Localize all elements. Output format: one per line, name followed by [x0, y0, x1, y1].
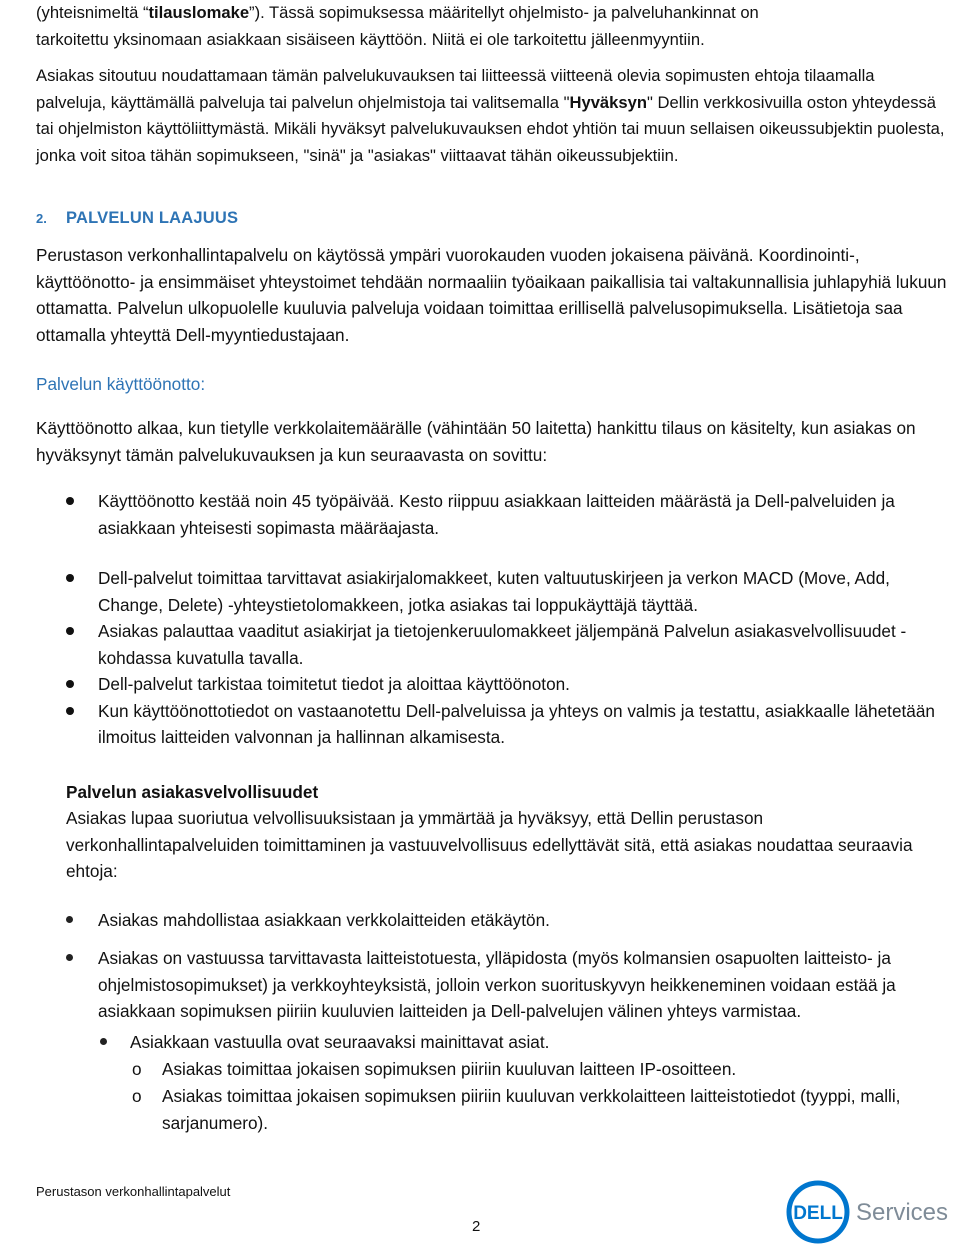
list-item: Kun käyttöönottotiedot on vastaanotettu Dell-palveluissa ja yhteys on valmis ja testattu, asiakkaalle lähetetään ilmoitus laitteiden valvonnan ja hallinnan alkamisesta.	[36, 698, 948, 751]
list-item: Käyttöönotto kestää noin 45 työpäivää. Kesto riippuu asiakkaan laitteiden määrästä ja Dell-palveluiden ja asiakkaan yhteisesti sopimasta määräajasta.	[36, 488, 948, 541]
circle-bullet-icon: o	[132, 1085, 142, 1106]
bullet-icon	[66, 497, 74, 505]
dell-services-logo	[784, 1178, 954, 1248]
section-2-heading: 2. PALVELUN LAAJUUS	[36, 209, 239, 227]
bullet-icon	[66, 627, 74, 635]
bullet-icon	[66, 680, 74, 688]
bullet-icon	[66, 916, 73, 923]
list-item: Dell-palvelut tarkistaa toimitetut tiedot ja aloittaa käyttöönoton.	[36, 671, 948, 698]
intro-paragraph-1: (yhteisnimeltä “tilauslomake”). Tässä sopimuksessa määritellyt ohjelmisto- ja palveluhankinnat on tarkoitettu yksinomaan asiakkaan sisäiseen käyttöön. Niitä ei ole tarkoitettu jälleenmyyntiin.	[36, 3, 759, 49]
obligations-list	[36, 907, 948, 1025]
obligations-sub-list	[36, 1029, 948, 1056]
bullet-icon	[66, 707, 74, 715]
logo-dell-text: DELL	[793, 1203, 843, 1224]
deployment-paragraph: Käyttöönotto alkaa, kun tietylle verkkolaitemäärälle (vähintään 50 laitetta) hankittu tilaus on käsitelty, kun asiakas on hyväksynyt tämän palvelukuvauksen ja kun seuraavasta on sovittu:	[36, 418, 916, 465]
list-item: Asiakkaan vastuulla ovat seuraavaksi mainittavat asiat.	[36, 1029, 948, 1056]
bullet-icon	[66, 954, 73, 961]
bullet-icon	[66, 574, 74, 582]
bullet-icon	[100, 1038, 107, 1045]
obligations-paragraph: Asiakas lupaa suoriutua velvollisuuksistaan ja ymmärtää ja hyväksyy, että Dellin perustason verkonhallintapalveluiden toimittaminen ja vastuuvelvollisuus edellyttävät sitä, että asiakas noudattaa seuraavia ehtoja:	[66, 808, 913, 881]
list-item: Asiakas on vastuussa tarvittavasta laitteistotuesta, ylläpidosta (myös kolmansien osapuolten laitteisto- ja ohjelmistosopimukset) ja verkkoyhteyksistä, jolloin verkon suorituskyvyn heikkeneminen voidaan estää ja asiakkaan sopimuksen piiriin kuuluvien laitteiden ja Dell-palvelujen välinen yhteys varmistaa.	[36, 945, 948, 1025]
document-page	[36, 0, 948, 1137]
term-tilauslomake: tilauslomake	[148, 3, 250, 22]
obligations-heading: Palvelun asiakasvelvollisuudet	[66, 781, 319, 802]
list-item: Asiakas palauttaa vaaditut asiakirjat ja tietojenkeruulomakkeet jäljempänä Palvelun asiakasvelvollisuudet -kohdassa kuvatulla tavalla.	[36, 618, 948, 671]
list-item: o Asiakas toimittaa jokaisen sopimuksen piiriin kuuluvan laitteen IP-osoitteen.	[36, 1056, 948, 1083]
footer-title: Perustason verkonhallintapalvelut	[36, 1184, 231, 1199]
deployment-heading: Palvelun käyttöönotto:	[36, 374, 206, 394]
list-item: Asiakas mahdollistaa asiakkaan verkkolaitteiden etäkäytön.	[36, 907, 948, 934]
page-number: 2	[472, 1218, 481, 1235]
logo-services-text: Services	[856, 1199, 949, 1226]
section-2-paragraph: Perustason verkonhallintapalvelu on käytössä ympäri vuorokauden vuoden jokaisena päivänä. Koordinointi-, käyttöönotto- ja ensimmäiset yhteystoimet tehdään normaaliin työaikaan paikallisia tai valtakunnallisia juhlapyhiä lukuun ottamatta. Palvelun ulkopuolelle kuuluvia palveluja voidaan toimittaa erillisellä palvelusopimuksella. Lisätietoja saa ottamalla yhteyttä Dell-myyntiedustajaan.	[36, 245, 947, 345]
intro-block	[36, 0, 948, 169]
list-item: Dell-palvelut toimittaa tarvittavat asiakirjalomakkeet, kuten valtuutuskirjeen ja verkon MACD (Move, Add, Change, Delete) -yhteystietolomakkeen, jotka asiakas tai loppukäyttäjä täyttää.	[36, 565, 948, 618]
obligations-sub-sub-list	[36, 1056, 948, 1137]
circle-bullet-icon: o	[132, 1058, 142, 1079]
intro-paragraph-2: Asiakas sitoutuu noudattamaan tämän palvelukuvauksen tai liitteessä viitteenä olevia sopimusten ehtoja tilaamalla palveluja, käyttämällä palveluja tai palvelun ohjelmistoja tai valitsemalla "Hyväksyn" Dellin verkkosivuilla oston yhteydessä tai ohjelmiston käyttöliittymästä. Mikäli hyväksyt palvelukuvauksen ehdot yhtiön tai muun sellaisen oikeussubjektin puolesta, jonka voit sitoa tähän sopimukseen, "sinä" ja "asiakas" viittaavat tähän oikeussubjektiin.	[36, 66, 945, 165]
term-hyvaksyn: Hyväksyn	[569, 92, 647, 112]
deployment-list	[36, 488, 948, 751]
list-item: o Asiakas toimittaa jokaisen sopimuksen piiriin kuuluvan verkkolaitteen laitteistotiedot (tyyppi, malli, sarjanumero).	[36, 1083, 948, 1137]
